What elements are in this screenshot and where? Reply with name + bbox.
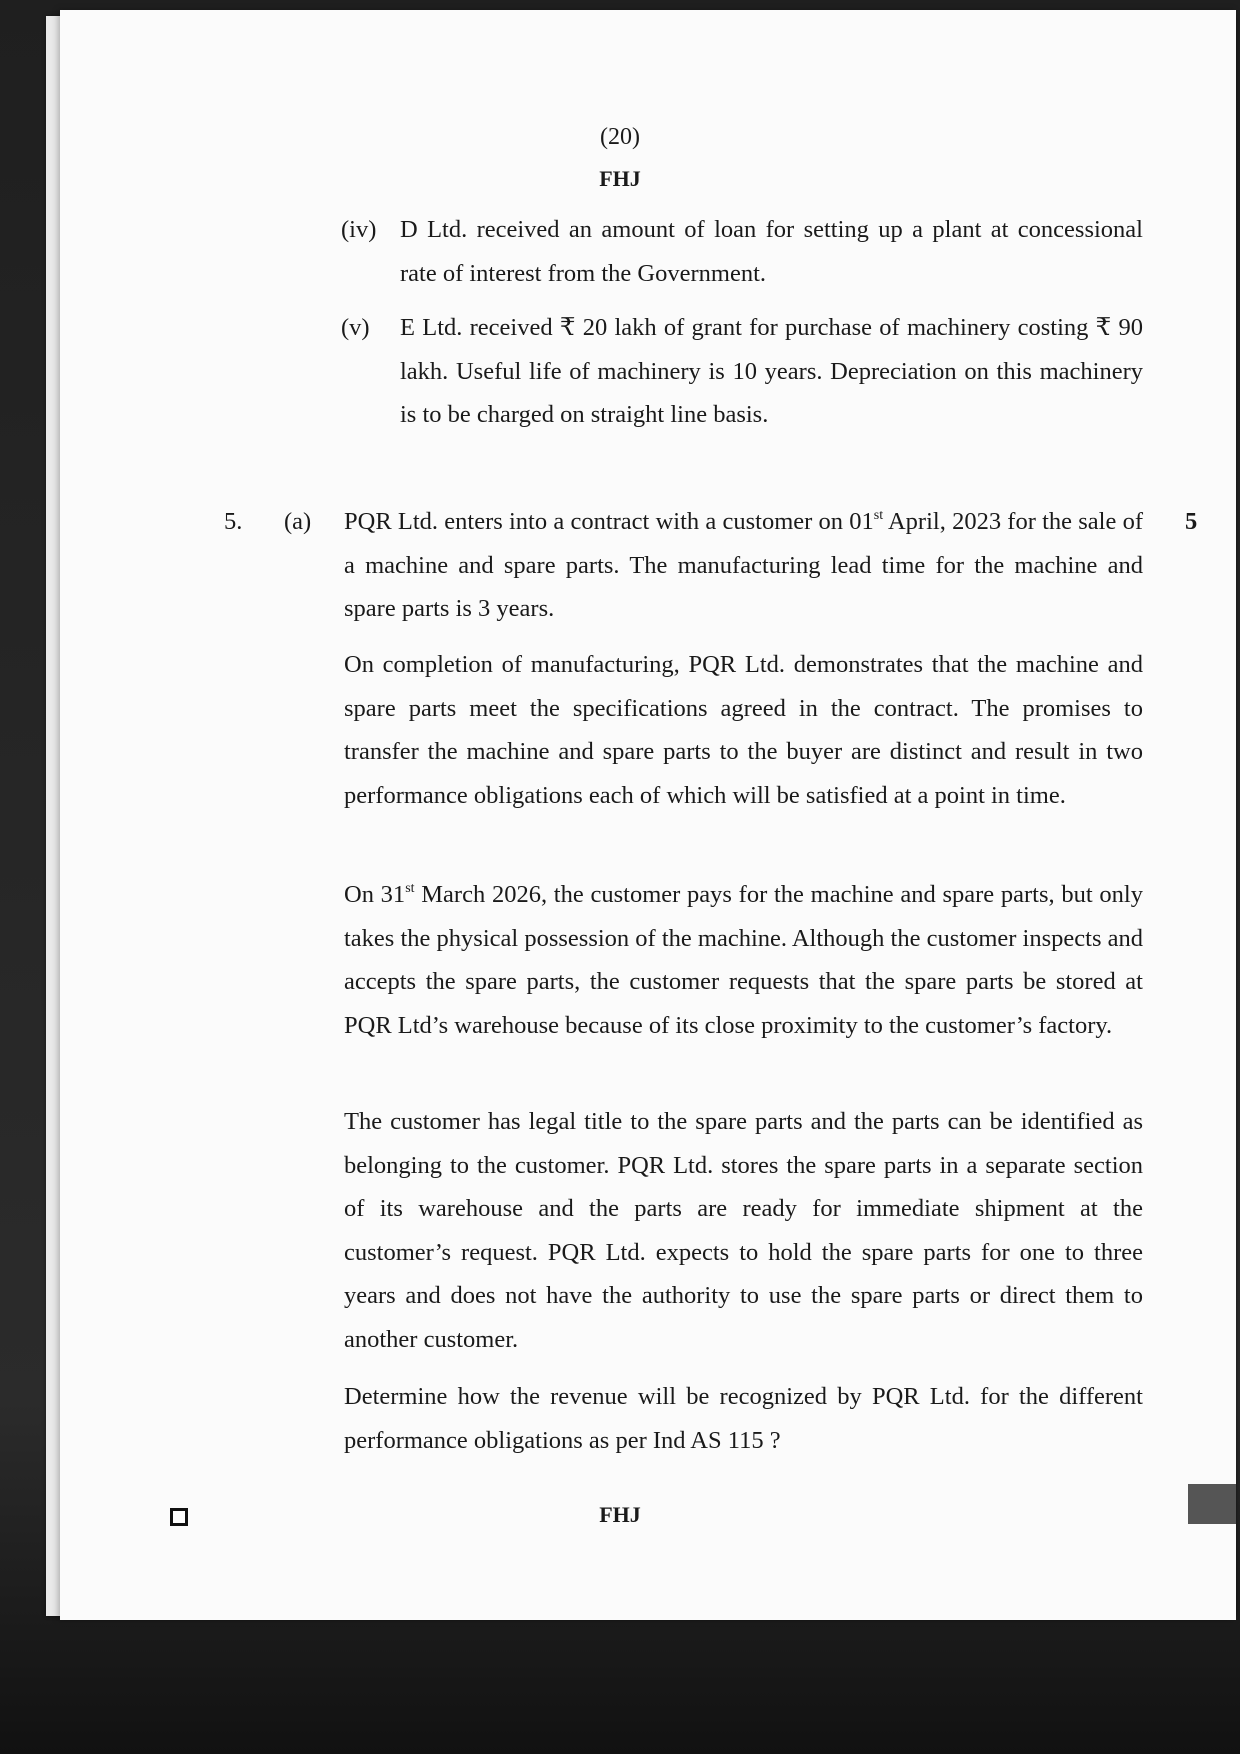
sub-item-v	[343, 306, 1143, 437]
para-text: On 31	[344, 881, 406, 908]
question-number: 5.	[224, 508, 243, 535]
sub-item-text: D Ltd. received an amount of loan for setting up a plant at concessional rate of interest from the Government.	[400, 216, 1143, 287]
para-text: March 2026, the customer pays for the machine and spare parts, but only takes the physical possession of the machine. Although the customer inspects and accepts the spare parts, the customer requests that the spare parts be stored at PQR Ltd’s warehouse because of its close proximity to the customer’s factory.	[344, 881, 1143, 1039]
question-paragraph-1	[344, 500, 1143, 631]
superscript: st	[873, 508, 884, 523]
sub-item-text: E Ltd. received ₹ 20 lakh of grant for purchase of machinery costing ₹ 90 lakh. Useful life of machinery is 10 years. Depreciation on this machinery is to be charged on straight line basis.	[400, 314, 1143, 428]
superscript: st	[405, 881, 415, 896]
header-paper-code: FHJ	[599, 166, 641, 191]
sub-item-iv	[343, 208, 1143, 295]
question-paragraph-4: The customer has legal title to the spare parts and the parts can be identified as belonging to the customer. PQR Ltd. stores the spare parts in a separate section of its warehouse and the parts are ready for immediate shipment at the customer’s request. PQR Ltd. expects to hold the spare parts for one to three years and does not have the authority to use the spare parts or direct them to another customer.	[344, 1108, 1143, 1353]
para-text: April, 2023 for the sale of a machine and spare parts. The manufacturing lead time for the machine and spare parts is 3 years.	[344, 508, 1143, 622]
question-marks: 5	[1185, 508, 1198, 535]
sub-item-label: (iv)	[341, 216, 377, 243]
question-paragraph-2: On completion of manufacturing, PQR Ltd. demonstrates that the machine and spare parts meet the specifications agreed in the contract. The promises to transfer the machine and spare parts to the buyer are distinct and result in two performance obligations each of which will be satisfied at a point in time.	[344, 651, 1143, 809]
footer-paper-code: FHJ	[599, 1502, 641, 1527]
sub-item-label: (v)	[341, 314, 370, 341]
question-paragraph-3	[344, 873, 1143, 1047]
question-paragraph-5: Determine how the revenue will be recognized by PQR Ltd. for the different performance obligations as per Ind AS 115 ?	[344, 1383, 1143, 1454]
question-part-label: (a)	[284, 508, 312, 535]
para-text: PQR Ltd. enters into a contract with a customer on 01	[344, 508, 874, 535]
page-number: (20)	[600, 124, 640, 150]
